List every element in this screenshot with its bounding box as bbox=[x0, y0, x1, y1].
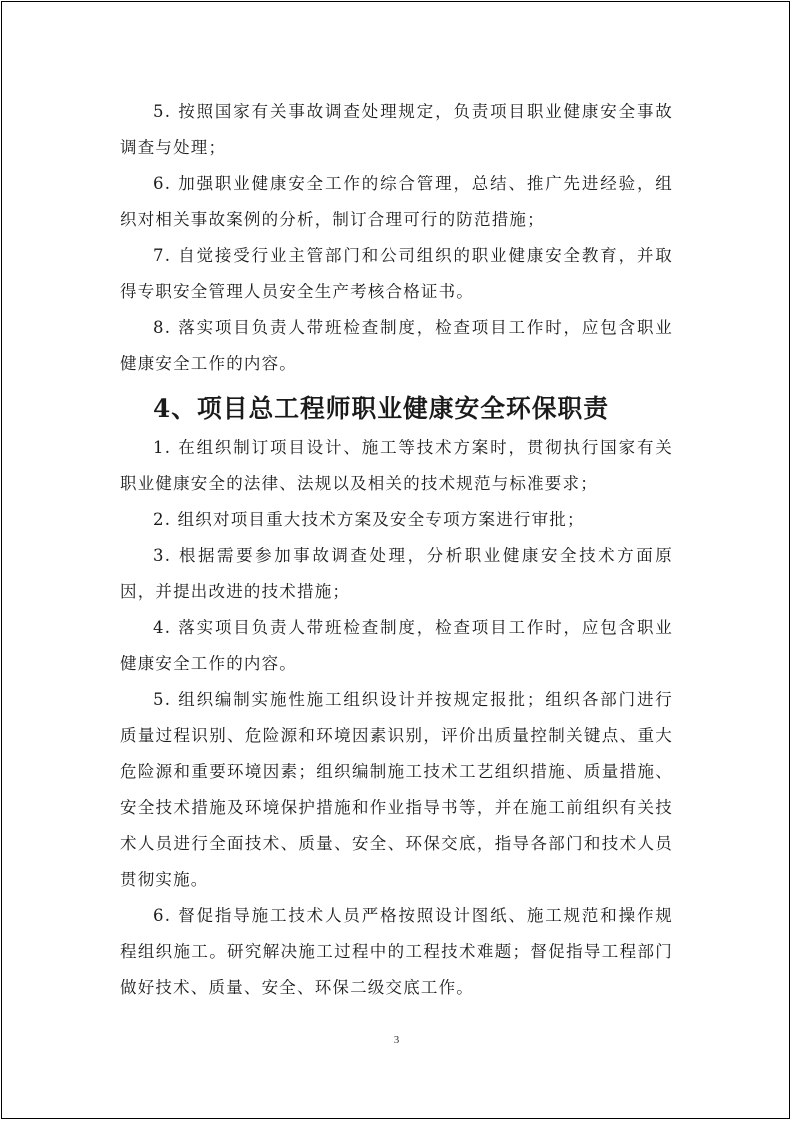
paragraph-duty-6: 6. 督促指导施工技术人员严格按照设计图纸、施工规范和操作规程组织施工。研究解决施工过程中的工程技术难题；督促指导工程部门做好技术、质量、安全、环保二级交底工作。 bbox=[120, 906, 673, 997]
paragraph-item-6: 6. 加强职业健康安全工作的综合管理，总结、推广先进经验，组织对相关事故案例的分析，制订合理可行的防范措施； bbox=[120, 174, 673, 229]
paragraph-item-5: 5. 按照国家有关事故调查处理规定，负责项目职业健康安全事故调查与处理； bbox=[120, 102, 673, 157]
paragraph-duty-2: 2. 组织对项目重大技术方案及安全专项方案进行审批； bbox=[153, 510, 585, 529]
paragraph-item-7: 7. 自觉接受行业主管部门和公司组织的职业健康安全教育，并取得专职安全管理人员安全生产考核合格证书。 bbox=[120, 246, 673, 301]
document-body bbox=[120, 94, 673, 1006]
paragraph-duty-5: 5. 组织编制实施性施工组织设计并按规定报批；组织各部门进行质量过程识别、危险源和环境因素识别，评价出质量控制关键点、重大危险源和重要环境因素；组织编制施工技术工艺组织措施、质量措施、安全技术措施及环境保护措施和作业指导书等，并在施工前组织有关技术人员进行全面技术、质量、安全、环保交底，指导各部门和技术人员贯彻实施。 bbox=[120, 690, 673, 889]
paragraph-duty-4: 4. 落实项目负责人带班检查制度，检查项目工作时，应包含职业健康安全工作的内容。 bbox=[120, 618, 673, 673]
paragraph-duty-3: 3. 根据需要参加事故调查处理，分析职业健康安全技术方面原因，并提出改进的技术措施； bbox=[120, 546, 673, 601]
paragraph-duty-1: 1. 在组织制订项目设计、施工等技术方案时，贯彻执行国家有关职业健康安全的法律、法规以及相关的技术规范与标准要求； bbox=[120, 438, 673, 493]
section-heading: 4、项目总工程师职业健康安全环保职责 bbox=[153, 394, 609, 423]
page-number: 3 bbox=[393, 1034, 400, 1046]
paragraph-item-8: 8. 落实项目负责人带班检查制度，检查项目工作时，应包含职业健康安全工作的内容。 bbox=[120, 318, 673, 373]
